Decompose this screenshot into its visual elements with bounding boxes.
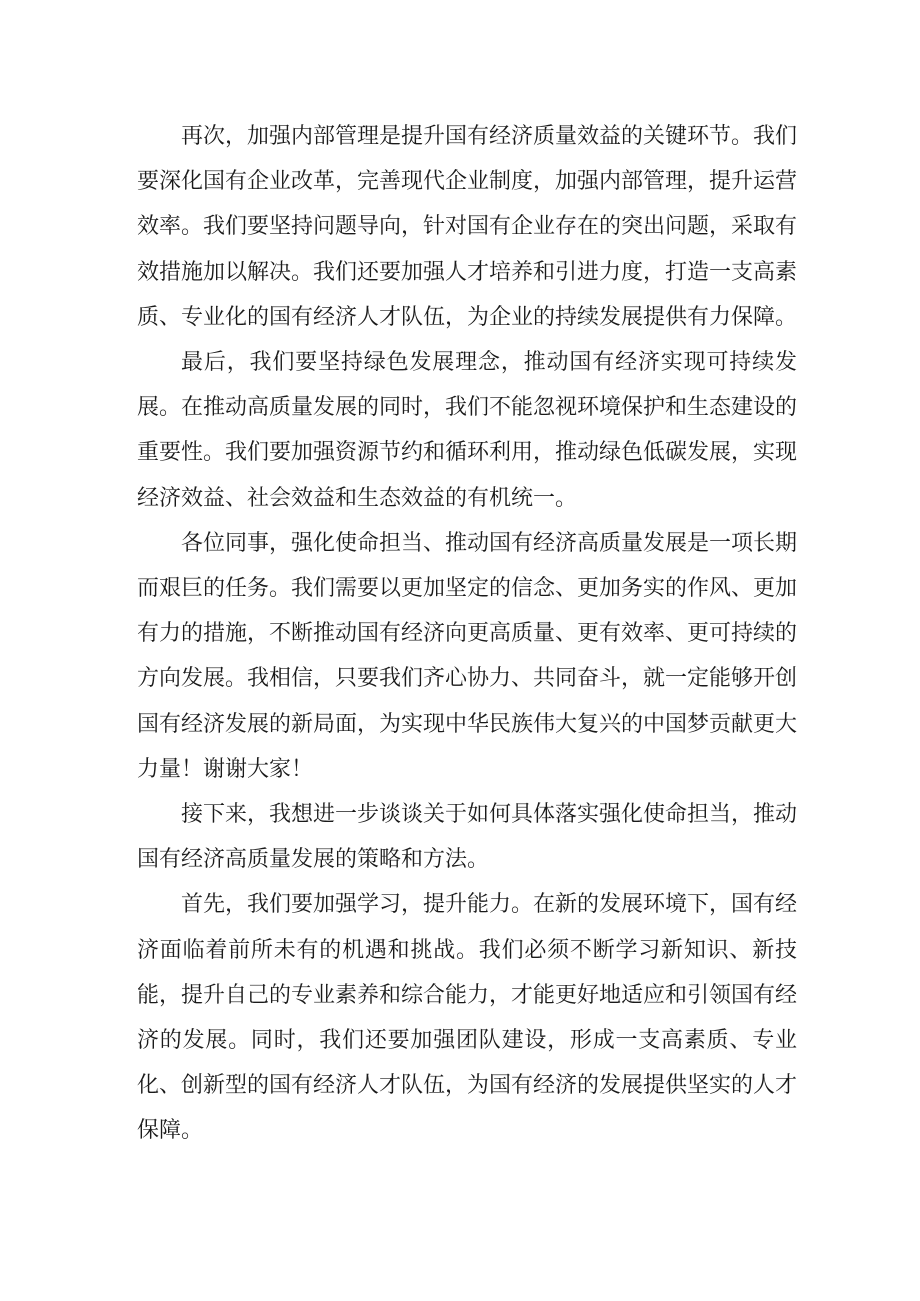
paragraph-next-topic: 接下来，我想进一步谈谈关于如何具体落实强化使命担当，推动国有经济高质量发展的策略和方法。: [137, 802, 798, 873]
paragraph-closing-remarks: 各位同事，强化使命担当、推动国有经济高质量发展是一项长期而艰巨的任务。我们需要以更加坚定的信念、更加务实的作风、更加有力的措施，不断推动国有经济向更高质量、更有效率、更可持续的方向发展。我相信，只要我们齐心协力、共同奋斗，就一定能够开创国有经济发展的新局面，为实现中华民族伟大复兴的中国梦贡献更大力量！谢谢大家！: [137, 530, 798, 782]
paragraph-learning-ability: 首先，我们要加强学习，提升能力。在新的发展环境下，国有经济面临着前所未有的机遇和挑战。我们必须不断学习新知识、新技能，提升自己的专业素养和综合能力，才能更好地适应和引领国有经济的发展。同时，我们还要加强团队建设，形成一支高素质、专业化、创新型的国有经济人才队伍，为国有经济的发展提供坚实的人才保障。: [137, 892, 798, 1144]
document-body: [137, 114, 797, 1154]
paragraph-internal-management: 再次，加强内部管理是提升国有经济质量效益的关键环节。我们要深化国有企业改革，完善现代企业制度，加强内部管理，提升运营效率。我们要坚持问题导向，针对国有企业存在的突出问题，采取有效措施加以解决。我们还要加强人才培养和引进力度，打造一支高素质、专业化的国有经济人才队伍，为企业的持续发展提供有力保障。: [137, 124, 798, 330]
paragraph-green-development: 最后，我们要坚持绿色发展理念，推动国有经济实现可持续发展。在推动高质量发展的同时，我们不能忽视环境保护和生态建设的重要性。我们要加强资源节约和循环利用，推动绿色低碳发展，实现经济效益、社会效益和生态效益的有机统一。: [137, 350, 798, 511]
